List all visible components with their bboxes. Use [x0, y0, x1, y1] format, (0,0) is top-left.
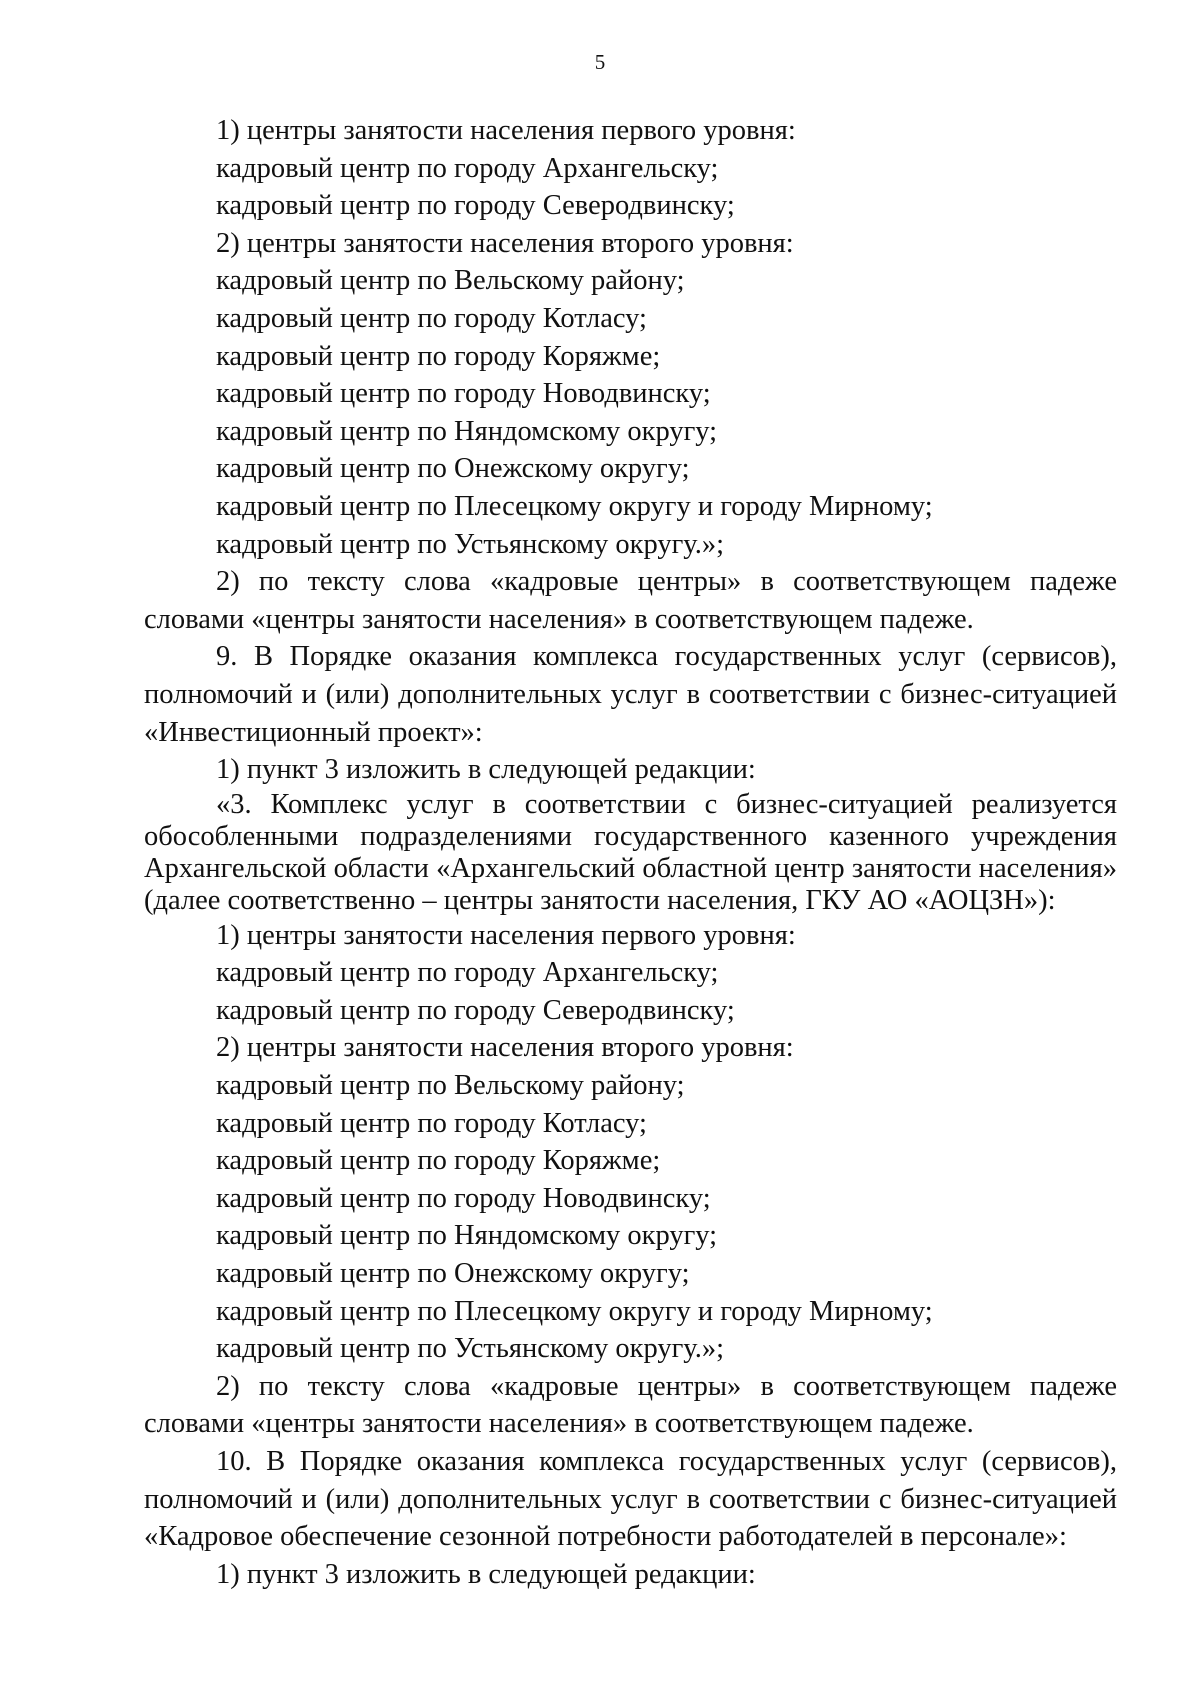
text-line: 2) центры занятости населения второго уровня:	[216, 1032, 794, 1064]
text-line: кадровый центр по Устьянскому округу.»;	[216, 528, 724, 560]
text-line: кадровый центр по Плесецкому округу и городу Мирному;	[216, 490, 933, 522]
text-line: Архангельской области «Архангельский областной центр занятости населения»	[144, 852, 1117, 884]
text-line: (далее соответственно – центры занятости населения, ГКУ АО «АОЦЗН»):	[144, 884, 1056, 916]
text-line: кадровый центр по Онежскому округу;	[216, 1258, 690, 1290]
text-line: «Инвестиционный проект»:	[144, 716, 483, 748]
text-line: полномочий и (или) дополнительных услуг в соответствии с бизнес-ситуацией	[144, 1483, 1117, 1515]
text-line: 9. В Порядке оказания комплекса государственных услуг (сервисов),	[216, 641, 1117, 673]
text-line: «Кадровое обеспечение сезонной потребности работодателей в персонале»:	[144, 1521, 1067, 1553]
text-line: кадровый центр по городу Архангельску;	[216, 152, 719, 184]
text-line: 1) пункт 3 изложить в следующей редакции:	[216, 754, 756, 786]
text-line: 10. В Порядке оказания комплекса государственных услуг (сервисов),	[216, 1446, 1117, 1477]
text-line: кадровый центр по Вельскому району;	[216, 1070, 685, 1102]
text-line: словами «центры занятости населения» в соответствующем падеже.	[144, 1408, 974, 1440]
text-line: кадровый центр по городу Коряжме;	[216, 340, 661, 372]
text-line: словами «центры занятости населения» в соответствующем падеже.	[144, 603, 974, 635]
text-line: кадровый центр по Няндомскому округу;	[216, 415, 718, 447]
text-line: кадровый центр по городу Коряжме;	[216, 1145, 661, 1177]
text-line: кадровый центр по Няндомскому округу;	[216, 1220, 718, 1252]
text-line: кадровый центр по Плесецкому округу и городу Мирному;	[216, 1295, 933, 1327]
text-line: обособленными подразделениями государственного казенного учреждения	[144, 820, 1117, 852]
text-line: кадровый центр по городу Котласу;	[216, 302, 647, 334]
text-line: 2) по тексту слова «кадровые центры» в соответствующем падеже	[216, 1370, 1117, 1402]
text-line: 1) пункт 3 изложить в следующей редакции:	[216, 1558, 756, 1590]
page-number: 5	[594, 50, 606, 74]
text-line: 2) центры занятости населения второго уровня:	[216, 227, 794, 259]
text-line: кадровый центр по городу Архангельску;	[216, 957, 719, 989]
text-line: кадровый центр по Вельскому району;	[216, 265, 685, 297]
document-body	[144, 112, 1117, 1593]
text-line: кадровый центр по городу Новодвинску;	[216, 1182, 711, 1214]
text-line: кадровый центр по городу Новодвинску;	[216, 378, 711, 410]
text-line: «3. Комплекс услуг в соответствии с бизнес-ситуацией реализуется	[216, 788, 1117, 820]
text-line: полномочий и (или) дополнительных услуг в соответствии с бизнес-ситуацией	[144, 678, 1117, 710]
text-line: кадровый центр по Устьянскому округу.»;	[216, 1333, 724, 1365]
text-line: кадровый центр по городу Северодвинску;	[216, 190, 735, 222]
text-line: 2) по тексту слова «кадровые центры» в соответствующем падеже	[216, 566, 1117, 598]
text-line: 1) центры занятости населения первого уровня:	[216, 919, 796, 951]
text-line: кадровый центр по городу Северодвинску;	[216, 994, 735, 1026]
text-line: кадровый центр по Онежскому округу;	[216, 453, 690, 485]
text-line: кадровый центр по городу Котласу;	[216, 1107, 647, 1139]
text-line: 1) центры занятости населения первого уровня:	[216, 115, 796, 146]
